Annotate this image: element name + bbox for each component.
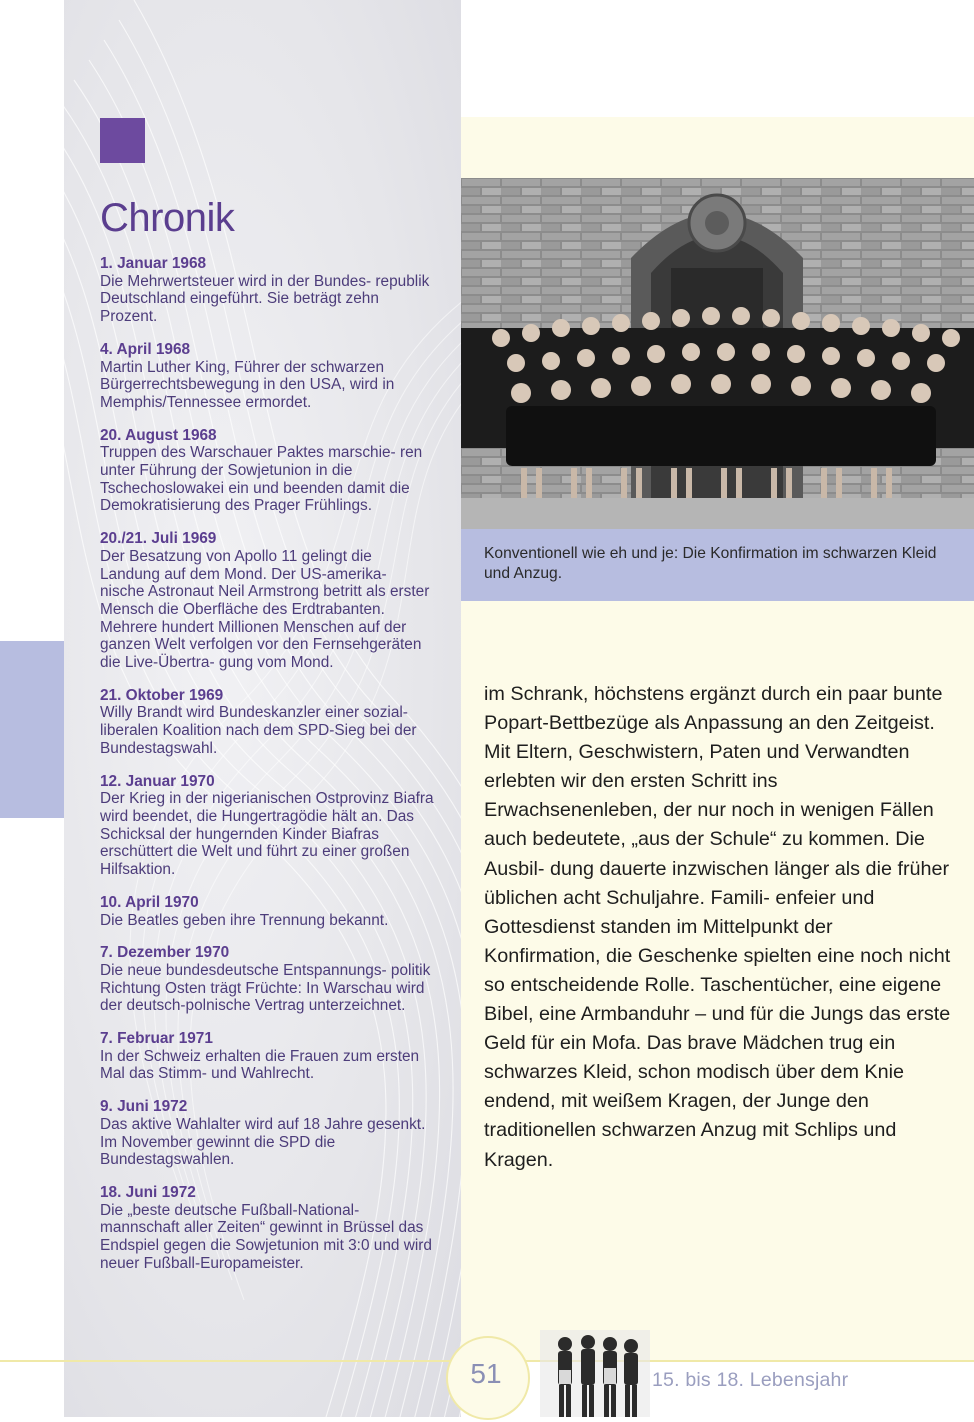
entry-text: Willy Brandt wird Bundeskanzler einer sozial-liberalen Koalition nach dem SPD-Sieg bei der Bundestagswahl. <box>100 704 417 757</box>
entry-text: Die Beatles geben ihre Trennung bekannt. <box>100 911 389 929</box>
chronik-entry <box>100 773 435 879</box>
side-color-tab <box>0 641 64 818</box>
entry-date: 7. Februar 1971 <box>100 1030 213 1048</box>
entry-date: 7. Dezember 1970 <box>100 944 230 962</box>
entry-date: 1. Januar 1968 <box>100 255 207 272</box>
chronik-entry <box>100 1098 435 1169</box>
section-label: 15. bis 18. Lebensjahr <box>652 1369 849 1391</box>
chronik-entry <box>100 530 435 672</box>
confirmation-group-photo <box>461 178 974 529</box>
chronik-entry <box>100 1184 435 1273</box>
chronik-entry <box>100 894 435 929</box>
entry-date: 4. April 1968 <box>100 340 191 358</box>
footer-teens-photo <box>540 1330 650 1417</box>
chronik-title: Chronik <box>100 196 235 240</box>
entry-date: 12. Januar 1970 <box>100 772 215 790</box>
entry-text: Der Besatzung von Apollo 11 gelingt die Landung auf dem Mond. Der US-amerika- nische Astronaut Neil Armstrong betritt als erster Mensch die Oberfläche des Erdtrabanten. Mehrere hundert Millionen Menschen auf der ganzen Welt verfolgen vor den Fernsehgeräten die Live-Übertra- gung vom Mond. <box>100 547 430 672</box>
chronik-entry <box>100 255 435 326</box>
photo-illustration <box>461 178 974 529</box>
chronik-entry <box>100 1030 435 1083</box>
entry-text: Martin Luther King, Führer der schwarzen Bürgerrechtsbewegung in den USA, wird in Memphis/Tennessee ermordet. <box>100 358 395 411</box>
entry-date: 20. August 1968 <box>100 426 217 444</box>
entry-date: 20./21. Juli 1969 <box>100 530 217 548</box>
chronik-entry <box>100 687 435 758</box>
entry-text: In der Schweiz erhalten die Frauen zum ersten Mal das Stimm- und Wahlrecht. <box>100 1047 420 1083</box>
section-marker-square <box>100 118 145 163</box>
page-number: 51 <box>470 1358 502 1389</box>
chronik-list <box>100 255 435 1287</box>
article-body-text: im Schrank, höchstens ergänzt durch ein paar bunte Popart-Bettbezüge als Anpassung an den Zeitgeist. Mit Eltern, Geschwistern, Paten und Verwandten erlebten wir den ersten Schritt ins Erwachsenenleben, der nur noch in wenigen Fällen auch bedeutete, „aus der Schule“ zu kommen. Die Ausbil- dung dauerte inzwischen länger als die früher üblichen acht Schuljahre. Famili- enfeier und Gottesdienst standen im Mittelpunkt der Konfirmation, die Geschenke spielten eine noch nicht so entscheidende Rolle. Taschentücher, eine eigene Bibel, eine Armbanduhr – und für die Jungs das erste Geld für ein Mofa. Das brave Mädchen trug ein schwarzes Kleid, schon modisch über dem Knie endend, mit weißem Kragen, der Junge den traditionellen schwarzen Anzug mit Schlips und Kragen. <box>484 683 951 1171</box>
entry-date: 10. April 1970 <box>100 893 199 911</box>
entry-text: Der Krieg in der nigerianischen Ostprovinz Biafra wird beendet, die Hungertragödie hält an. Das Schicksal der hungernden Kinder Biafras erschüttert die Welt und führt zu einer großen Hilfsaktion. <box>100 790 434 879</box>
entry-text: Die „beste deutsche Fußball-National- mannschaft aller Zeiten“ gewinnt in Brüssel das Endspiel gegen die Sowjetunion mit 3:0 und wird neuer Fußball-Europameister. <box>100 1201 432 1272</box>
teens-silhouette-illustration <box>540 1330 650 1417</box>
photo-caption: Konventionell wie eh und je: Die Konfirmation im schwarzen Kleid und Anzug. <box>484 545 937 582</box>
chronik-entry <box>100 944 435 1015</box>
entry-text: Das aktive Wahlalter wird auf 18 Jahre gesenkt. Im November gewinnt die SPD die Bundestagswahlen. <box>100 1115 426 1169</box>
chronik-entry <box>100 341 435 412</box>
entry-date: 18. Juni 1972 <box>100 1183 196 1201</box>
entry-date: 21. Oktober 1969 <box>100 686 224 704</box>
entry-text: Die Mehrwertsteuer wird in der Bundes- republik Deutschland eingeführt. Sie beträgt zehn Prozent. <box>100 272 430 326</box>
chronik-entry <box>100 427 435 516</box>
entry-date: 9. Juni 1972 <box>100 1098 188 1116</box>
entry-text: Truppen des Warschauer Paktes marschie- ren unter Führung der Sowjetunion in die Tschechoslowakei ein und beenden damit die Demokratisierung des Prager Frühlings. <box>100 444 423 515</box>
entry-text: Die neue bundesdeutsche Entspannungs- politik Richtung Osten trägt Früchte: In Warschau wird der deutsch-polnische Vertrag unterzeichnet. <box>100 961 431 1015</box>
